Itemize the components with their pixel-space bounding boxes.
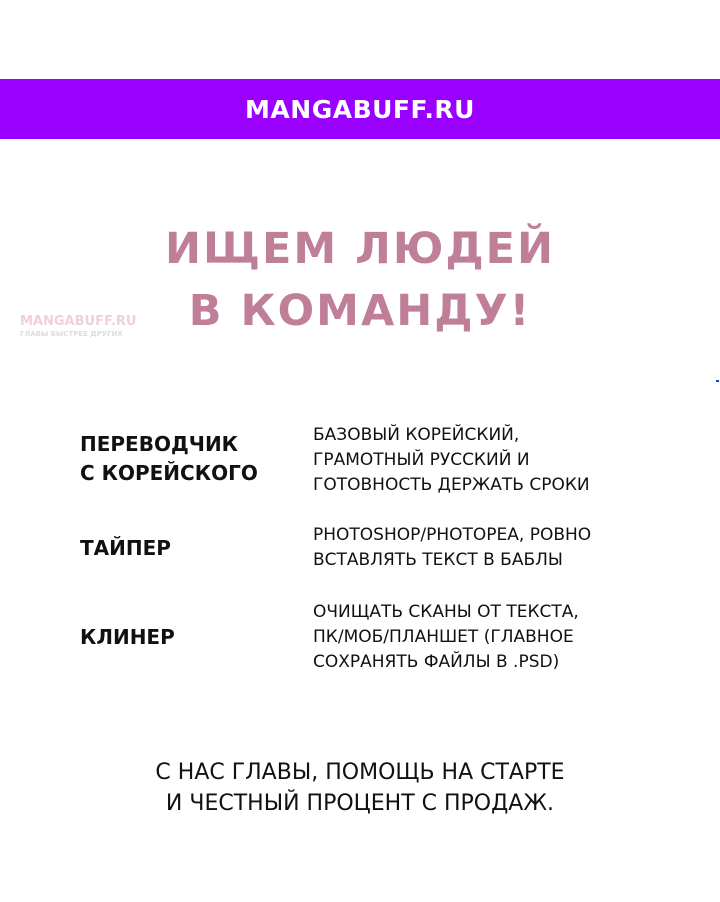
watermark-site: MANGABUFF.RU xyxy=(20,314,137,329)
role-description-line: ВСТАВЛЯТЬ ТЕКСТ В БАБЛЫ xyxy=(313,550,563,570)
role-title-translator xyxy=(80,430,258,488)
role-title-line: ПЕРЕВОДЧИК xyxy=(80,432,239,456)
role-description-line: БАЗОВЫЙ КОРЕЙСКИЙ, xyxy=(313,425,520,445)
site-name: MANGABUFF.RU xyxy=(245,94,475,124)
role-title-line: ТАЙПЕР xyxy=(80,536,171,560)
watermark xyxy=(20,314,170,339)
role-description-cleaner xyxy=(313,600,579,675)
role-description-typesetter xyxy=(313,523,591,573)
role-title-line: КЛИНЕР xyxy=(80,625,175,649)
role-description-translator xyxy=(313,423,590,498)
role-title-cleaner xyxy=(80,623,175,652)
role-description-line: ПК/МОБ/ПЛАНШЕТ (ГЛАВНОЕ xyxy=(313,627,574,647)
role-description-line: PHOTOSHOP/PHOTOPEA, РОВНО xyxy=(313,525,592,545)
site-banner xyxy=(0,79,720,139)
decorative-dot xyxy=(716,380,719,382)
headline-line-1: ИЩЕМ ЛЮДЕЙ xyxy=(165,224,555,274)
offer-line-1: С НАС ГЛАВЫ, ПОМОЩЬ НА СТАРТЕ xyxy=(155,760,565,785)
role-description-line: ГОТОВНОСТЬ ДЕРЖАТЬ СРОКИ xyxy=(313,475,590,495)
role-description-line: СОХРАНЯТЬ ФАЙЛЫ В .PSD) xyxy=(313,652,560,672)
headline-line-2: В КОМАНДУ! xyxy=(188,286,532,336)
offer-line-2: И ЧЕСТНЫЙ ПРОЦЕНТ С ПРОДАЖ. xyxy=(165,791,555,816)
role-description-line: ОЧИЩАТЬ СКАНЫ ОТ ТЕКСТА, xyxy=(313,602,579,622)
role-description-line: ГРАМОТНЫЙ РУССКИЙ И xyxy=(313,450,530,470)
offer-text xyxy=(0,757,720,819)
role-title-typesetter xyxy=(80,534,171,563)
watermark-tagline: ГЛАВЫ БЫСТРЕЕ ДРУГИХ xyxy=(20,330,123,338)
role-title-line: С КОРЕЙСКОГО xyxy=(80,461,258,485)
